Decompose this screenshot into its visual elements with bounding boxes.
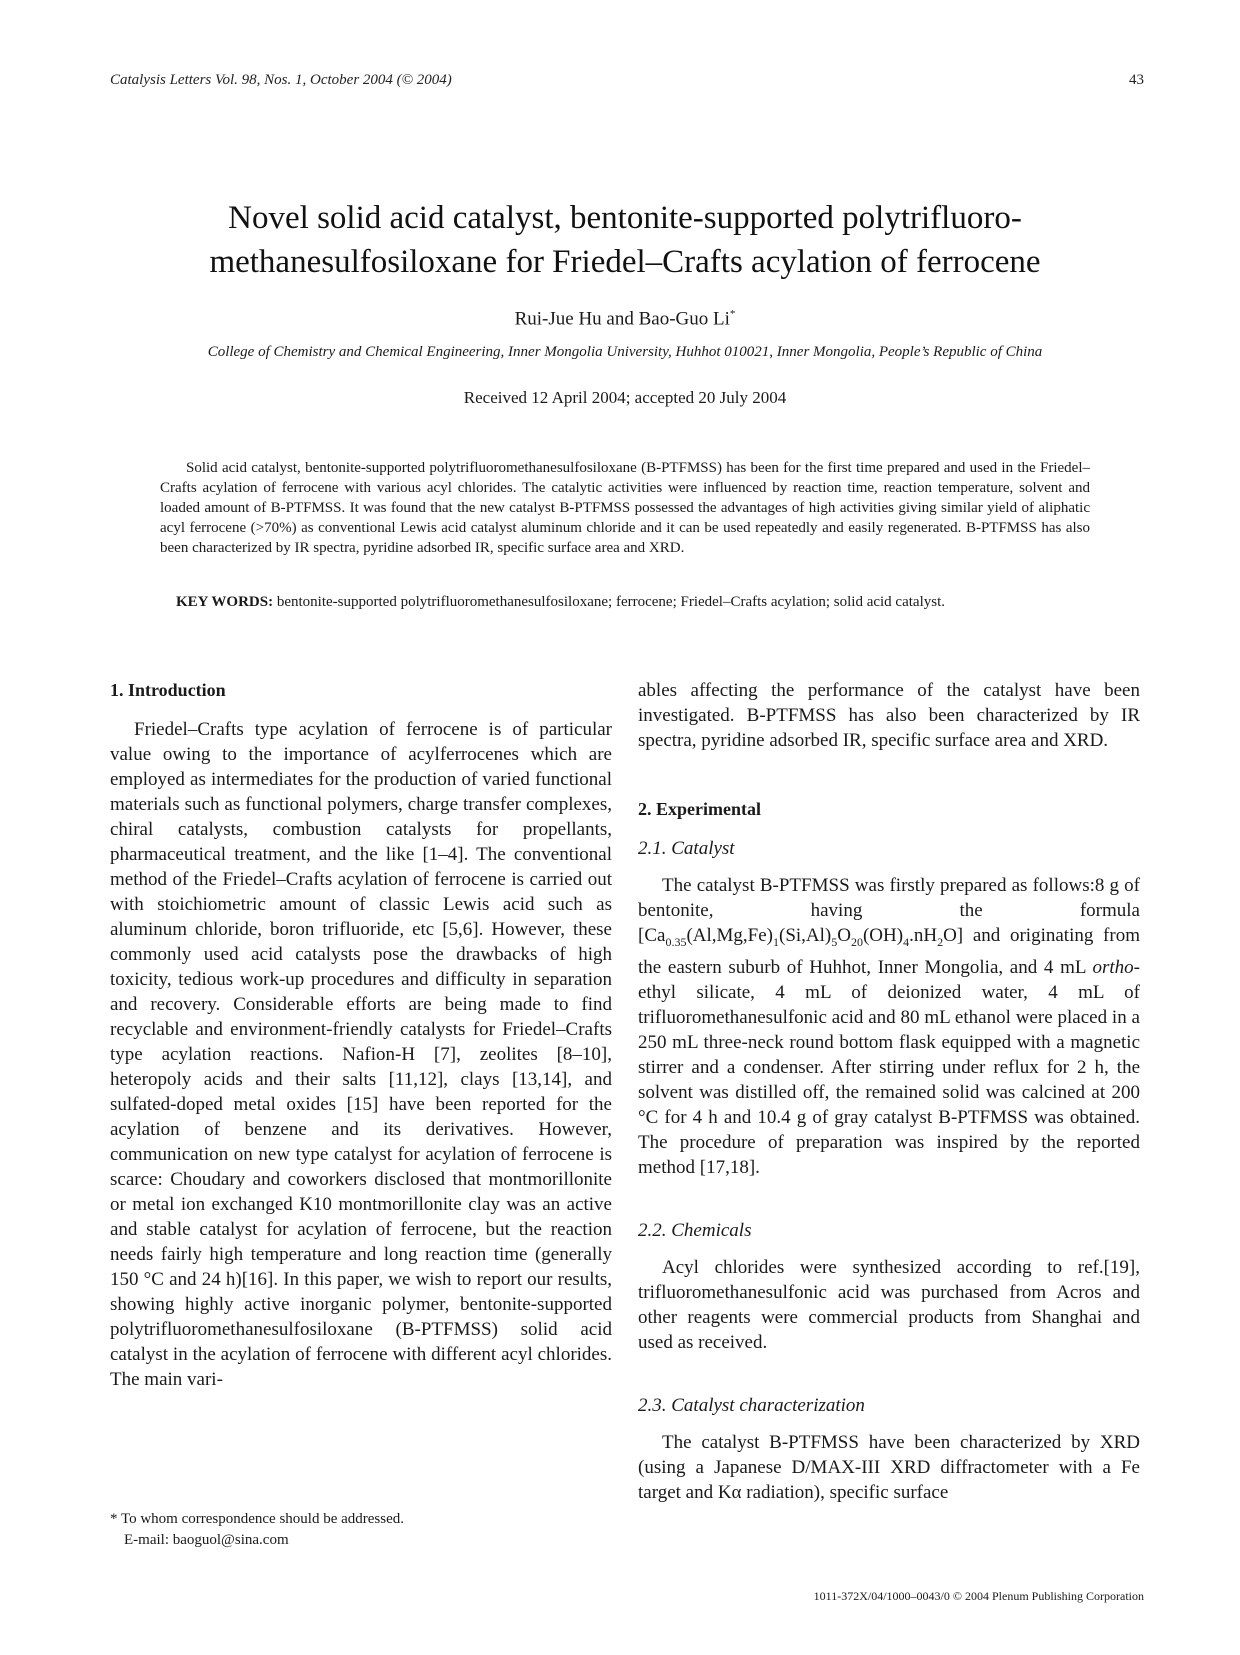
- authors: [110, 308, 1140, 330]
- catalyst-paragraph: The catalyst B-PTFMSS was firstly prepared as follows:8 g of bentonite, having the formula $[Ca_{0.35}(Al,Mg,Fe)_1(Si,Al)_5O_{20}(OH)_4.nH_2O]$ and originating from the eastern suburb of Huhhot, Inner Mongolia, and 4 mL ortho-ethyl silicate, 4 mL of deionized water, 4 mL of trifluoromethanesulfonic acid and 80 mL ethanol were placed in a 250 mL three-neck round bottom flask equipped with a magnetic stirrer and a condenser. After stirring under reflux for 2 h, the solvent was distilled off, the remained solid was calcined at 200 °C for 4 h and 10.4 g of gray catalyst B-PTFMSS was obtained. The procedure of preparation was inspired by the reported method [17,18].: [638, 875, 1140, 1178]
- section-heading-introduction: 1. Introduction: [110, 680, 226, 700]
- title-line-1: Novel solid acid catalyst, bentonite-supported polytrifluoro-: [228, 200, 1022, 236]
- section-heading-experimental: 2. Experimental: [638, 799, 761, 819]
- author-names: Rui-Jue Hu and Bao-Guo Li: [514, 308, 730, 330]
- abstract: Solid acid catalyst, bentonite-supported polytrifluoromethanesulfosiloxane (B-PTFMSS) has been for the first time prepared and used in the Friedel–Crafts acylation of ferrocene with various acyl chlorides. The catalytic activities were influenced by reaction time, reaction temperature, solvent and loaded amount of B-PTFMSS. It was found that the new catalyst B-PTFMSS possessed the advantages of high activities giving similar yield of aliphatic acyl ferrocene (>70%) as conventional Lewis acid catalyst aluminum chloride and it can be used repeatedly and easily regenerated. B-PTFMSS has also been characterized by IR spectra, pyridine adsorbed IR, specific surface area and XRD.: [160, 460, 1090, 556]
- introduction-paragraph: Friedel–Crafts type acylation of ferrocene is of particular value owing to the importance of acylferrocenes which are employed as intermediates for the production of varied functional materials such as functional polymers, charge transfer complexes, chiral catalysts, combustion catalysts for propellants, pharmaceutical treatment, and the like [1–4]. The conventional method of the Friedel–Crafts acylation of ferrocene is carried out with stoichiometric amount of classic Lewis acid such as aluminum chloride, boron trifluoride, etc [5,6]. However, these commonly used acid catalysts pose the drawbacks of high toxicity, tedious work-up procedures and difficulty in separation and recovery. Considerable efforts are being made to find recyclable and environment-friendly catalysts for Friedel–Crafts type acylation reactions. Nafion-H [7], zeolites [8–10], heteropoly acids and their salts [11,12], clays [13,14], and sulfated-doped metal oxides [15] have been reported for the acylation of benzene and its derivatives. However, communication on new type catalyst for acylation of ferrocene is scarce: Choudary and coworkers disclosed that montmorillonite or metal ion exchanged K10 montmorillonite clay was an active and stable catalyst for acylation of ferrocene, but the reaction needs fairly high temperature and long reaction time (generally 150 °C and 24 h)[16]. In this paper, we wish to report our results, showing highly active inorganic polymer, bentonite-supported polytrifluoromethanesulfosiloxane (B-PTFMSS) solid acid catalyst in the acylation of ferrocene with different acyl chlorides. The main vari-: [110, 719, 612, 1390]
- copyright-line: 1011-372X/04/1000–0043/0 © 2004 Plenum Publishing Corporation: [813, 1589, 1144, 1603]
- footnote-correspondence: * To whom correspondence should be addressed.: [110, 1511, 405, 1527]
- page-number: 43: [1129, 72, 1144, 88]
- bentonite-formula: $[Ca_{0.35}(Al,Mg,Fe)_1(Si,Al)_5O_{20}(OH)_4.nH_2O]$: [638, 925, 964, 949]
- left-column: [110, 678, 612, 1392]
- right-column: [638, 678, 1140, 1505]
- subsection-heading-chemicals: 2.2. Chemicals: [638, 1219, 752, 1241]
- subsection-heading-catalyst: 2.1. Catalyst: [638, 838, 735, 859]
- chemicals-paragraph: Acyl chlorides were synthesized according to ref.[19], trifluoromethanesulfonic acid was purchased from Acros and other reagents were commercial products from Shanghai and used as received.: [638, 1256, 1140, 1353]
- footnote-email: E-mail: baoguol@sina.com: [124, 1532, 289, 1548]
- corresponding-mark: *: [729, 308, 736, 320]
- keywords-label: KEY WORDS:: [176, 594, 274, 610]
- keywords: [176, 594, 1096, 611]
- characterization-paragraph: The catalyst B-PTFMSS have been characterized by XRD (using a Japanese D/MAX-III XRD diffractometer with a Fe target and Kα radiation), specific surface: [638, 1431, 1140, 1503]
- affiliation: College of Chemistry and Chemical Engineering, Inner Mongolia University, Huhhot 010021, Inner Mongolia, People’s Republic of China: [207, 344, 1043, 360]
- keywords-text: bentonite-supported polytrifluoromethanesulfosiloxane; ferrocene; Friedel–Crafts acylation; solid acid catalyst.: [276, 594, 945, 610]
- footnote: [110, 1509, 404, 1551]
- paper-title: [110, 196, 1140, 284]
- subsection-heading-characterization: 2.3. Catalyst characterization: [638, 1394, 865, 1416]
- received-dates: Received 12 April 2004; accepted 20 July 2004: [463, 388, 787, 407]
- running-head-journal: Catalysis Letters Vol. 98, Nos. 1, October 2004 (© 2004): [110, 72, 452, 88]
- title-line-2: methanesulfosiloxane for Friedel–Crafts acylation of ferrocene: [209, 244, 1041, 280]
- introduction-continuation: ables affecting the performance of the catalyst have been investigated. B-PTFMSS has also been characterized by IR spectra, pyridine adsorbed IR, specific surface area and XRD.: [638, 680, 1140, 751]
